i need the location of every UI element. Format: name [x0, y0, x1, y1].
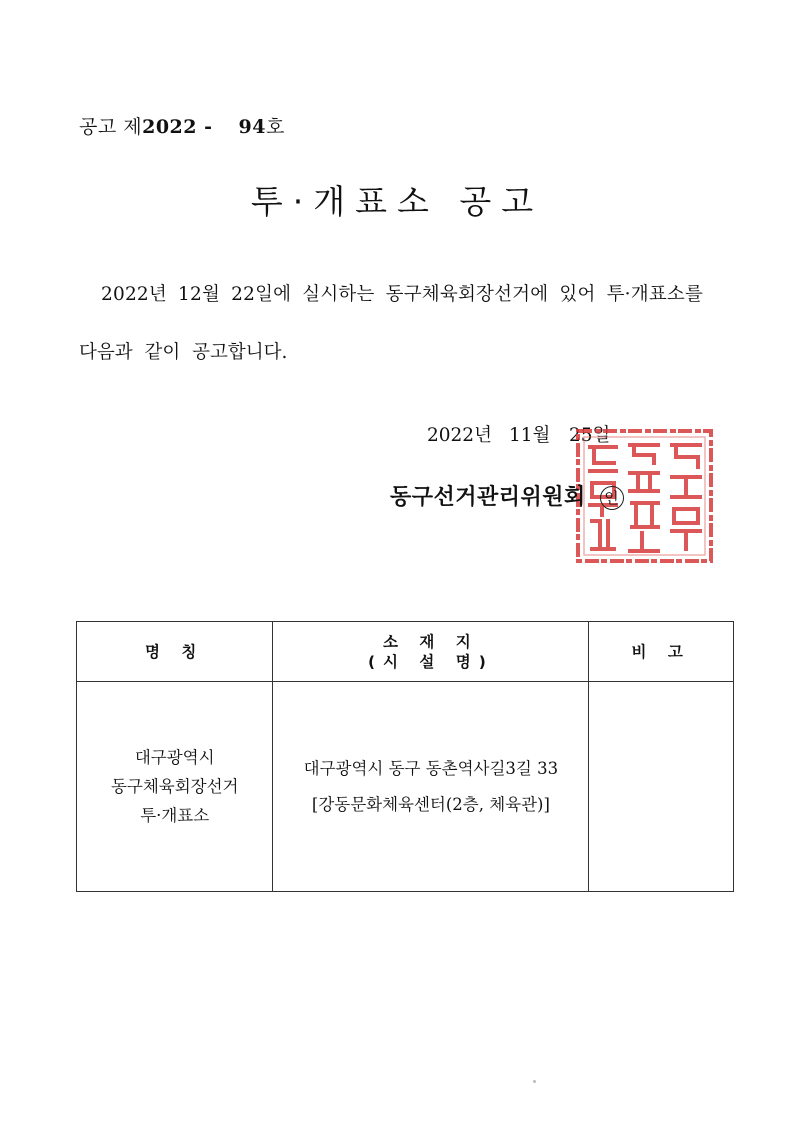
issue-date-month: 11월 [509, 425, 551, 446]
issue-date-year: 2022년 [427, 425, 492, 446]
notice-year: 2022 - [142, 116, 213, 138]
issue-date-day: 25일 [569, 425, 611, 446]
venue-name-cell [77, 682, 273, 892]
table-row [77, 682, 734, 892]
notice-prefix: 공고 제 [79, 116, 143, 138]
header-location-line2: (시 설 명) [367, 652, 494, 671]
seal-mark: 인 [600, 486, 624, 510]
scan-dot [533, 1080, 536, 1083]
venue-note-cell [589, 682, 734, 892]
table-header-row [77, 622, 734, 682]
header-location [273, 622, 589, 682]
body-text-line-2: 다음과 같이 공고합니다. [79, 342, 288, 363]
document-title: 투·개표소 공고 [250, 182, 544, 221]
header-location-line1: 소 재 지 [383, 632, 479, 651]
venue-table [76, 621, 734, 892]
issuer-organization: 동구선거관리위원회 [390, 485, 586, 510]
notice-no: 94 [238, 116, 266, 138]
venue-facility: [강동문화체육센터(2층, 체육관)] [311, 794, 550, 814]
issuer-name [390, 480, 624, 511]
header-note: 비 고 [589, 622, 734, 682]
body-text-line-1: 2022년 12월 22일에 실시하는 동구체육회장선거에 있어 투·개표소를 [101, 284, 704, 305]
notice-suffix: 호 [265, 116, 285, 138]
venue-name-line: 투·개표소 [140, 806, 210, 825]
header-name: 명 칭 [77, 622, 273, 682]
venue-name-line: 대구광역시 [134, 748, 215, 767]
venue-location-cell [273, 682, 589, 892]
venue-address: 대구광역시 동구 동촌역사길3길 33 [303, 758, 559, 778]
venue-name-line: 동구체육회장선거 [110, 777, 239, 796]
notice-number [79, 112, 285, 139]
